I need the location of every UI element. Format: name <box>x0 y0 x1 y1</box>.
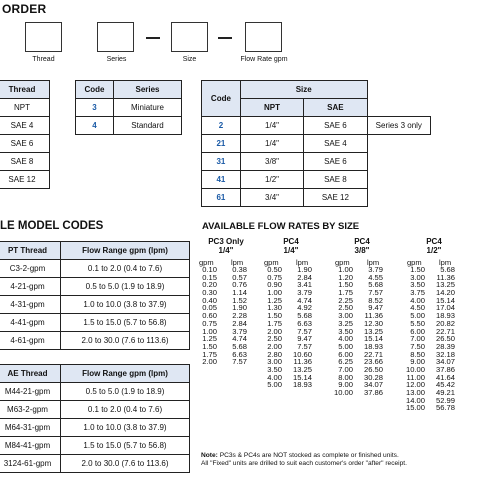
gpm-value: 8.50 <box>410 349 425 359</box>
series-code-header: Code <box>76 81 114 99</box>
lpm-value: 9.47 <box>368 303 383 313</box>
lpm-column <box>429 266 455 412</box>
lpm-value: 34.07 <box>435 357 455 367</box>
thread-header: Thread <box>0 81 50 99</box>
sae-range: 0.1 to 2.0 (0.4 to 7.6) <box>61 401 190 419</box>
sae-range: 1.5 to 15.0 (5.7 to 56.8) <box>61 437 190 455</box>
npt-model-table <box>0 241 190 350</box>
lpm-value: 15.14 <box>435 295 455 305</box>
flow-group-name: PC4 <box>283 237 299 246</box>
lpm-value: 0.57 <box>232 272 247 282</box>
gpm-value: 13.00 <box>405 388 425 397</box>
lpm-column-header: lpm <box>296 258 309 267</box>
lpm-value: 5.68 <box>368 280 383 290</box>
lpm-value: 30.28 <box>363 372 383 382</box>
gpm-column-header: gpm <box>407 258 422 267</box>
lpm-value: 28.39 <box>435 341 455 351</box>
lpm-value: 52.99 <box>435 395 455 405</box>
gpm-value: 1.50 <box>410 265 425 274</box>
lpm-value: 56.78 <box>435 403 455 413</box>
gpm-value: 7.00 <box>410 334 425 344</box>
lpm-value: 5.68 <box>232 341 247 351</box>
note-line-1: PC3s & PC4s are NOT stocked as complete or finished units. <box>219 452 399 459</box>
lpm-value: 3.79 <box>297 288 312 298</box>
gpm-value: 1.50 <box>338 280 353 290</box>
lpm-value: 14.20 <box>435 288 455 298</box>
gpm-value: 0.05 <box>202 303 217 313</box>
gpm-value: 14.00 <box>405 395 425 405</box>
lpm-value: 9.47 <box>297 334 312 344</box>
size-sae: SAE 6 <box>304 117 367 135</box>
lpm-value: 2.28 <box>232 311 247 321</box>
gpm-value: 1.25 <box>202 334 217 344</box>
lpm-value: 11.36 <box>293 357 312 367</box>
gpm-value: 1.75 <box>202 349 217 359</box>
gpm-value: 0.90 <box>267 280 282 290</box>
lpm-value: 23.66 <box>363 357 383 367</box>
size-code-header: Code <box>202 81 241 117</box>
lpm-value: 3.41 <box>297 280 312 290</box>
lpm-value: 26.50 <box>435 334 455 344</box>
lpm-value: 2.84 <box>232 318 247 328</box>
gpm-value: 1.00 <box>202 326 217 336</box>
series-table <box>75 80 182 135</box>
lpm-value: 6.63 <box>297 318 312 328</box>
sae-range: 1.0 to 10.0 (3.8 to 37.9) <box>61 419 190 437</box>
flow-rate-box-label: Flow Rate gpm <box>240 56 288 63</box>
lpm-value: 17.04 <box>435 303 455 313</box>
lpm-value: 15.14 <box>292 372 312 382</box>
gpm-value: 2.00 <box>202 357 217 367</box>
lpm-value: 4.74 <box>297 295 312 305</box>
gpm-value: 0.50 <box>267 265 282 274</box>
gpm-value: 11.00 <box>406 372 425 382</box>
size-note <box>367 135 430 153</box>
order-title: ORDER <box>2 2 47 16</box>
lpm-value: 13.25 <box>435 280 455 290</box>
size-note-header <box>367 81 430 117</box>
size-box-label: Size <box>182 56 197 63</box>
lpm-value: 0.76 <box>232 280 247 290</box>
lpm-value: 11.36 <box>364 311 383 321</box>
gpm-value: 5.00 <box>267 380 282 390</box>
gpm-value: 9.00 <box>410 357 425 367</box>
size-code: 21 <box>202 135 241 153</box>
size-header: Size <box>240 81 367 99</box>
flow-group-size: 1/4" <box>218 246 234 255</box>
lpm-value: 15.14 <box>363 334 383 344</box>
npt-range: 1.0 to 10.0 (3.8 to 37.9) <box>61 296 190 314</box>
flow-note <box>201 452 480 468</box>
gpm-value: 5.50 <box>410 318 425 328</box>
gpm-value: 1.50 <box>202 341 217 351</box>
thread-box <box>25 22 62 52</box>
size-sae: SAE 8 <box>304 171 367 189</box>
lpm-value: 26.50 <box>363 364 383 374</box>
lpm-column <box>357 266 383 397</box>
gpm-value: 7.50 <box>410 341 425 351</box>
sae-model: M84-41-gpm <box>0 437 61 455</box>
size-note <box>367 189 430 207</box>
gpm-value: 0.30 <box>202 288 217 298</box>
size-npt: 3/4" <box>240 189 303 207</box>
npt-range: 1.5 to 15.0 (5.7 to 56.8) <box>61 314 190 332</box>
note-label: Note: <box>201 452 218 459</box>
size-code: 31 <box>202 153 241 171</box>
gpm-value: 3.00 <box>410 272 425 282</box>
size-note <box>367 153 430 171</box>
gpm-column <box>197 266 217 366</box>
npt-range: 0.5 to 5.0 (1.9 to 18.9) <box>61 278 190 296</box>
size-sae: SAE 6 <box>304 153 367 171</box>
gpm-value: 0.60 <box>202 311 217 321</box>
lpm-value: 5.68 <box>440 265 455 274</box>
gpm-value: 2.80 <box>267 349 282 359</box>
lpm-value: 22.71 <box>435 326 455 336</box>
gpm-value: 0.10 <box>202 265 217 274</box>
thread-row: SAE 4 <box>0 117 50 135</box>
flow-group-name: PC3 Only <box>208 237 244 246</box>
size-sae: SAE 4 <box>304 135 367 153</box>
gpm-value: 1.75 <box>267 318 282 328</box>
gpm-value: 10.00 <box>333 388 353 397</box>
sae-model-header: AE Thread <box>0 365 61 383</box>
lpm-value: 3.79 <box>368 265 383 274</box>
size-npt: 1/4" <box>240 117 303 135</box>
lpm-value: 2.84 <box>297 272 312 282</box>
lpm-value: 45.42 <box>435 380 455 390</box>
gpm-value: 9.00 <box>338 380 353 390</box>
lpm-value: 20.82 <box>435 318 455 328</box>
size-npt-header: NPT <box>240 99 303 117</box>
thread-row: NPT <box>0 99 50 117</box>
size-sae-header: SAE <box>304 99 367 117</box>
lpm-value: 4.92 <box>297 303 312 313</box>
size-note: Series 3 only <box>367 117 430 135</box>
size-note <box>367 171 430 189</box>
gpm-value: 3.50 <box>410 280 425 290</box>
gpm-value: 4.50 <box>410 303 425 313</box>
gpm-value: 3.00 <box>338 311 353 321</box>
lpm-value: 1.52 <box>232 295 247 305</box>
flow-group-name: PC4 <box>426 237 442 246</box>
lpm-value: 37.86 <box>363 388 383 397</box>
gpm-value: 3.00 <box>267 357 282 367</box>
sae-range: 2.0 to 30.0 (7.6 to 113.6) <box>61 455 190 473</box>
npt-model: 4-61-gpm <box>0 332 61 350</box>
lpm-value: 3.79 <box>232 326 247 336</box>
gpm-value: 2.50 <box>267 334 282 344</box>
series-box <box>97 22 134 52</box>
gpm-column <box>262 266 282 389</box>
thread-row: SAE 12 <box>0 171 50 189</box>
gpm-value: 2.50 <box>338 303 353 313</box>
gpm-value: 1.30 <box>267 303 282 313</box>
lpm-value: 6.63 <box>232 349 247 359</box>
lpm-value: 4.74 <box>232 334 247 344</box>
lpm-value: 12.30 <box>363 318 383 328</box>
lpm-column <box>286 266 312 389</box>
series-header: Series <box>114 81 182 99</box>
gpm-value: 0.75 <box>202 318 217 328</box>
series-code: 3 <box>76 99 114 117</box>
lpm-value: 5.68 <box>297 311 312 321</box>
npt-range: 0.1 to 2.0 (0.4 to 7.6) <box>61 260 190 278</box>
gpm-value: 1.20 <box>338 272 353 282</box>
npt-model: 4-41-gpm <box>0 314 61 332</box>
gpm-value: 2.25 <box>338 295 353 305</box>
note-line-2: All "Fixed" units are drilled to suit each customer's order "after" receipt. <box>201 460 407 467</box>
gpm-value: 1.00 <box>267 288 282 298</box>
gpm-value: 6.00 <box>410 326 425 336</box>
gpm-value: 6.00 <box>338 349 353 359</box>
size-code: 2 <box>202 117 241 135</box>
gpm-value: 3.50 <box>338 326 353 336</box>
lpm-column-header: lpm <box>439 258 452 267</box>
sae-model: M64-31-gpm <box>0 419 61 437</box>
sae-range-header: Flow Range gpm (lpm) <box>61 365 190 383</box>
gpm-value: 0.15 <box>202 272 217 282</box>
thread-row: SAE 6 <box>0 135 50 153</box>
size-sae: SAE 12 <box>304 189 367 207</box>
gpm-value: 3.25 <box>338 318 353 328</box>
lpm-value: 7.57 <box>368 288 383 298</box>
lpm-value: 22.71 <box>363 349 383 359</box>
lpm-value: 18.93 <box>363 341 383 351</box>
npt-range-header: Flow Range gpm (lpm) <box>61 242 190 260</box>
gpm-column-header: gpm <box>264 258 279 267</box>
thread-table <box>0 80 50 189</box>
gpm-value: 4.00 <box>267 372 282 382</box>
series-name: Standard <box>114 117 182 135</box>
gpm-value: 1.50 <box>267 311 282 321</box>
npt-model: 4-31-gpm <box>0 296 61 314</box>
model-codes-title: LE MODEL CODES <box>0 220 104 232</box>
lpm-value: 1.14 <box>232 288 247 298</box>
gpm-value: 2.00 <box>267 341 282 351</box>
gpm-column-header: gpm <box>199 258 214 267</box>
gpm-value: 15.00 <box>405 403 425 413</box>
thread-box-label: Thread <box>32 56 55 63</box>
lpm-value: 7.57 <box>232 357 247 367</box>
lpm-value: 0.38 <box>232 265 247 274</box>
npt-model: 4-21-gpm <box>0 278 61 296</box>
size-npt: 3/8" <box>240 153 303 171</box>
lpm-value: 7.57 <box>297 326 312 336</box>
gpm-value: 0.20 <box>202 280 217 290</box>
lpm-value: 18.93 <box>292 380 312 390</box>
gpm-value: 12.00 <box>405 380 425 390</box>
gpm-value: 1.00 <box>338 265 353 274</box>
lpm-value: 1.90 <box>232 303 247 313</box>
lpm-value: 34.07 <box>363 380 383 390</box>
lpm-value: 13.25 <box>292 364 312 374</box>
gpm-value: 3.50 <box>267 364 282 374</box>
gpm-value: 7.00 <box>338 364 353 374</box>
size-box <box>171 22 208 52</box>
lpm-value: 7.57 <box>297 341 312 351</box>
lpm-value: 1.90 <box>297 265 312 274</box>
gpm-value: 4.00 <box>338 334 353 344</box>
flow-group-name: PC4 <box>354 237 370 246</box>
lpm-value: 18.93 <box>435 311 455 321</box>
lpm-column-header: lpm <box>367 258 380 267</box>
npt-model-header: PT Thread <box>0 242 61 260</box>
gpm-value: 5.00 <box>338 341 353 351</box>
size-npt: 1/2" <box>240 171 303 189</box>
lpm-value: 11.36 <box>436 272 455 282</box>
flow-rate-box <box>245 22 282 52</box>
flow-group-size: 3/8" <box>354 246 370 255</box>
gpm-value: 0.40 <box>202 295 217 305</box>
npt-model: C3-2-gpm <box>0 260 61 278</box>
lpm-value: 8.52 <box>368 295 383 305</box>
lpm-value: 37.86 <box>435 364 455 374</box>
flow-rates-title: AVAILABLE FLOW RATES BY SIZE <box>202 221 360 232</box>
gpm-value: 6.25 <box>338 357 353 367</box>
npt-range: 2.0 to 30.0 (7.6 to 113.6) <box>61 332 190 350</box>
lpm-value: 41.64 <box>435 372 455 382</box>
lpm-value: 32.18 <box>435 349 455 359</box>
lpm-column <box>221 266 247 366</box>
size-code: 61 <box>202 189 241 207</box>
flow-group-size: 1/4" <box>283 246 299 255</box>
sae-model-table <box>0 364 190 473</box>
lpm-value: 13.25 <box>363 326 383 336</box>
size-npt: 1/4" <box>240 135 303 153</box>
gpm-value: 4.00 <box>410 295 425 305</box>
gpm-value: 2.00 <box>267 326 282 336</box>
sae-model: M63-2-gpm <box>0 401 61 419</box>
gpm-value: 8.00 <box>338 372 353 382</box>
size-code: 41 <box>202 171 241 189</box>
gpm-value: 1.25 <box>267 295 282 305</box>
flow-group-size: 1/2" <box>426 246 442 255</box>
gpm-value: 0.75 <box>267 272 282 282</box>
gpm-column-header: gpm <box>335 258 350 267</box>
series-code: 4 <box>76 117 114 135</box>
gpm-value: 10.00 <box>405 364 425 374</box>
lpm-value: 49.21 <box>435 388 455 397</box>
gpm-column <box>405 266 425 412</box>
separator-dash <box>218 37 232 39</box>
series-name: Miniature <box>114 99 182 117</box>
gpm-column <box>333 266 353 397</box>
lpm-value: 4.55 <box>368 272 383 282</box>
size-table <box>201 80 431 207</box>
lpm-value: 10.60 <box>292 349 312 359</box>
gpm-value: 1.75 <box>338 288 353 298</box>
series-box-label: Series <box>106 56 127 63</box>
lpm-column-header: lpm <box>231 258 244 267</box>
separator-dash <box>146 37 160 39</box>
sae-model: M44-21-gpm <box>0 383 61 401</box>
sae-range: 0.5 to 5.0 (1.9 to 18.9) <box>61 383 190 401</box>
gpm-value: 5.00 <box>410 311 425 321</box>
sae-model: 3124-61-gpm <box>0 455 61 473</box>
thread-row: SAE 8 <box>0 153 50 171</box>
gpm-value: 3.75 <box>410 288 425 298</box>
